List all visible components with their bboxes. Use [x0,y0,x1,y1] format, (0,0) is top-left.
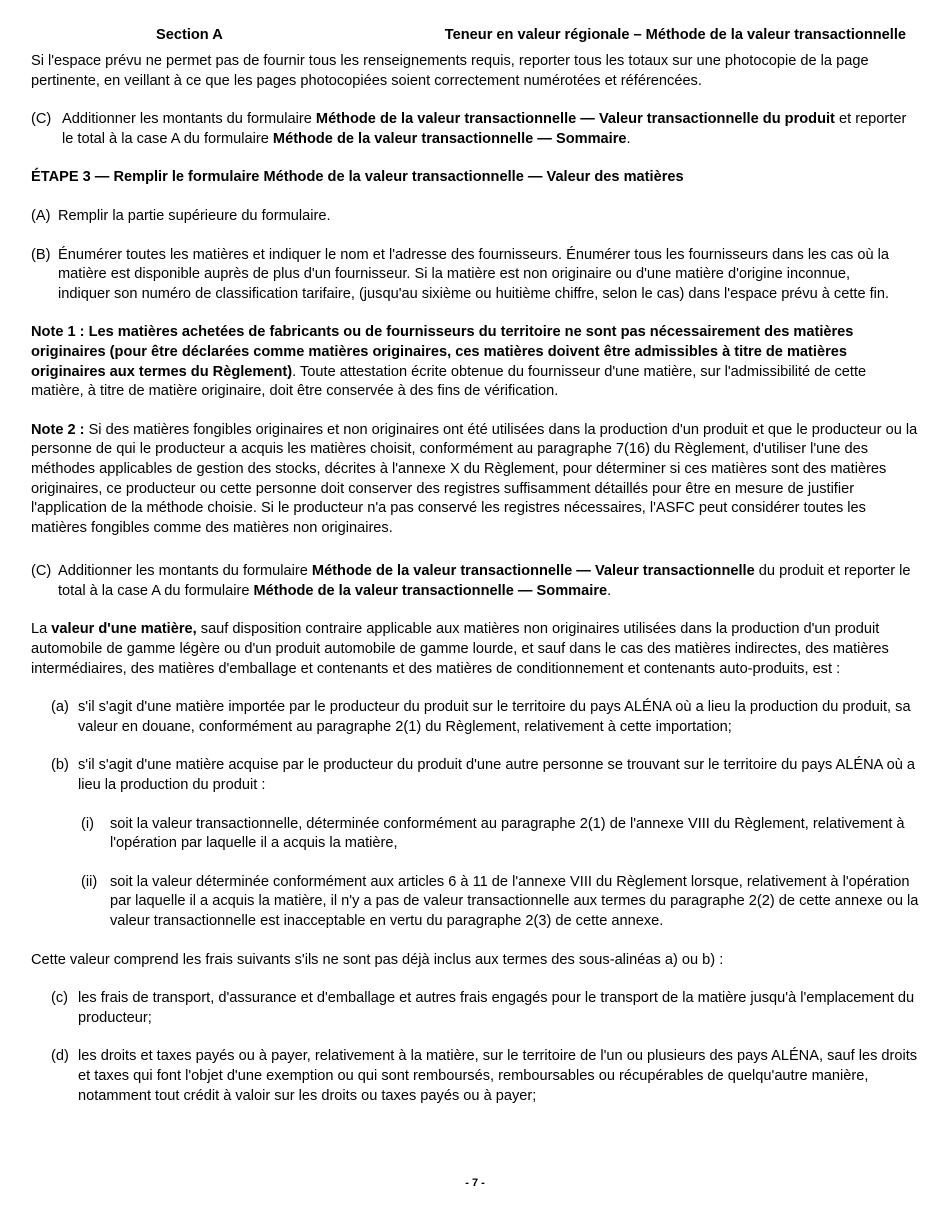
intro-paragraph: Si l'espace prévu ne permet pas de fournir tous les renseignements requis, reporter tous les totaux sur une photocopie de la page pertinente, en veillant à ce que les pages photocopiées soient correctement numérotées et référencées. [31,53,869,89]
step-c-label: (C) [31,111,52,128]
note-2-bold: Note 2 : [31,421,85,438]
item-label: (ii) [81,873,98,890]
text-run: du produit et reporter le total à la case A du formulaire [58,563,911,599]
text-run: La [31,621,52,638]
note-1-text: . Toute attestation écrite obtenue du fournisseur d'une matière, sur l'admissibilité de cette matière, à titre de matière originaire, doit être conservée à des fins de vérification. [31,363,867,400]
list-item-ii [81,873,921,932]
form-name: Méthode de la valeur transactionnelle — Valeur transactionnelle [311,563,755,580]
item-text: s'il s'agit d'une matière importée par le producteur du produit sur le territoire du pays ALÉNA où a lieu la production du produit, sa valeur en douane, conformément au paragraphe 2(1) du Règlement, relativement à cette importation; [78,699,911,735]
section-label: Section A [156,27,223,43]
step-c-item [31,110,921,149]
item-label: (a) [51,699,69,716]
item-label: (d) [51,1048,69,1065]
list-item-c [51,989,921,1028]
list-item-a [51,698,921,737]
text-run: . [626,130,631,147]
step-c-text [62,110,921,149]
step-b-text: Énumérer toutes les matières et indiquer le nom et l'adresse des fournisseurs. Énumérer tous les fournisseurs dans les cas où la matière est disponible auprès de plus d'un fournisseur. Si la matière est non originaire ou d'une matière d'origine inconnue, indiquer son numéro de classification tarifaire, (jusqu'au sixième ou huitième chiffre, selon le cas) dans l'espace prévu à cette fin. [58,246,890,302]
item-text: soit la valeur déterminée conformément aux articles 6 à 11 de l'annexe VIII du Règlement lorsque, relativement à l'opération par laquelle il a acquis la matière, il n'y a pas de valeur transactionnelle aux termes du paragraphe 2(2) de cette annexe ou la valeur transactionnelle est inacceptable en vertu du paragraphe 2(3) de cette annexe. [110,873,919,929]
item-label: (i) [81,815,94,832]
step-c2-text [58,562,921,601]
text-run: et reporter le total à la case A du formulaire [62,111,907,147]
item-text: les frais de transport, d'assurance et d'emballage et autres frais engagés pour le transport de la matière jusqu'à l'emplacement du producteur; [78,990,915,1026]
step3-heading: ÉTAPE 3 — Remplir le formulaire Méthode de la valeur transactionnelle — Valeur des matières [31,169,684,186]
step-a-label: (A) [31,207,51,224]
page-header [31,26,921,46]
item-label: (b) [51,757,69,774]
step-a-text: Remplir la partie supérieure du formulaire. [58,207,331,224]
term-bold: valeur d'une matière, [51,621,197,638]
form-name: Méthode de la valeur transactionnelle — Sommaire [253,582,608,599]
step-c2-label: (C) [31,563,52,580]
list-item-d [51,1047,921,1106]
note-1 [31,323,921,401]
document-page [31,26,921,1106]
header-title: Teneur en valeur régionale – Méthode de la valeur transactionnelle [444,27,906,43]
note-2-text: Si des matières fongibles originaires et non originaires ont été utilisées dans la production d'un produit et que le producteur ou la personne de qui le producteur a acquis les matières choisit, conformément au paragraphe 7(16) du Règlement, d'utiliser l'une des méthodes applicables de gestion des stocks, décrites à l'annexe X du Règlement, pour déterminer si ces matières sont des matières originaires, ce producteur ou cette personne doit conserver des registres suffisamment détaillés pour être en mesure de justifier l'application de la méthode choisie. Si le producteur n'a pas conservé les registres nécessaires, l'ASFC peut considérer toutes les matières fongibles comme des matières non originaires. [31,421,918,536]
item-label: (c) [51,990,69,1007]
form-name: Méthode de la valeur transactionnelle — Valeur transactionnelle du produit [315,111,835,128]
list-item-b [51,756,921,795]
step-a-item [31,207,921,227]
valeur-paragraph [31,620,921,679]
list-item-i [81,815,921,854]
item-text: s'il s'agit d'une matière acquise par le producteur du produit d'une autre personne se trouvant sur le territoire du pays ALÉNA où a lieu la production du produit : [78,757,915,794]
frais-intro: Cette valeur comprend les frais suivants s'ils ne sont pas déjà inclus aux termes des sous-alinéas a) ou b) : [31,951,724,968]
form-name: Méthode de la valeur transactionnelle — Sommaire [272,130,627,147]
step-b-label: (B) [31,246,51,263]
step-b-item [31,246,921,305]
note-2 [31,421,921,539]
text-run: . [607,582,612,599]
page-number: - 7 - [465,1177,485,1189]
text-run: Additionner les montants du formulaire [58,563,312,580]
note-1-bold: Note 1 : Les matières achetées de fabricants ou de fournisseurs du territoire ne sont pas nécessairement des matières originaires (pour être déclarées comme matières originaires, ces matières doivent être admissibles à titre de matières originaires aux termes du Règlement) [31,324,854,380]
text-run: sauf disposition contraire applicable aux matières non originaires utilisées dans la production d'un produit automobile de gamme légère ou d'un produit automobile de gamme lourde, et sauf dans le cas des matières indirectes, des matières intermédiaires, des matières d'emballage et contenants et des matières de conditionnement et contenants auto-produits, est : [31,621,889,677]
item-text: les droits et taxes payés ou à payer, relativement à la matière, sur le territoire de l'un ou plusieurs des pays ALÉNA, sauf les droits et taxes qui font l'objet d'une exemption ou qui sont remboursés, remboursables ou récupérables de quelqu'autre manière, notamment tout crédit à valoir sur les droits ou taxes payés ou à payer; [78,1048,918,1104]
text-run: Additionner les montants du formulaire [62,111,316,128]
item-text: soit la valeur transactionnelle, déterminée conformément au paragraphe 2(1) de l'annexe VIII du Règlement, relativement à l'opération par laquelle il a acquis la matière, [110,815,905,852]
step-c2-item [31,562,921,601]
